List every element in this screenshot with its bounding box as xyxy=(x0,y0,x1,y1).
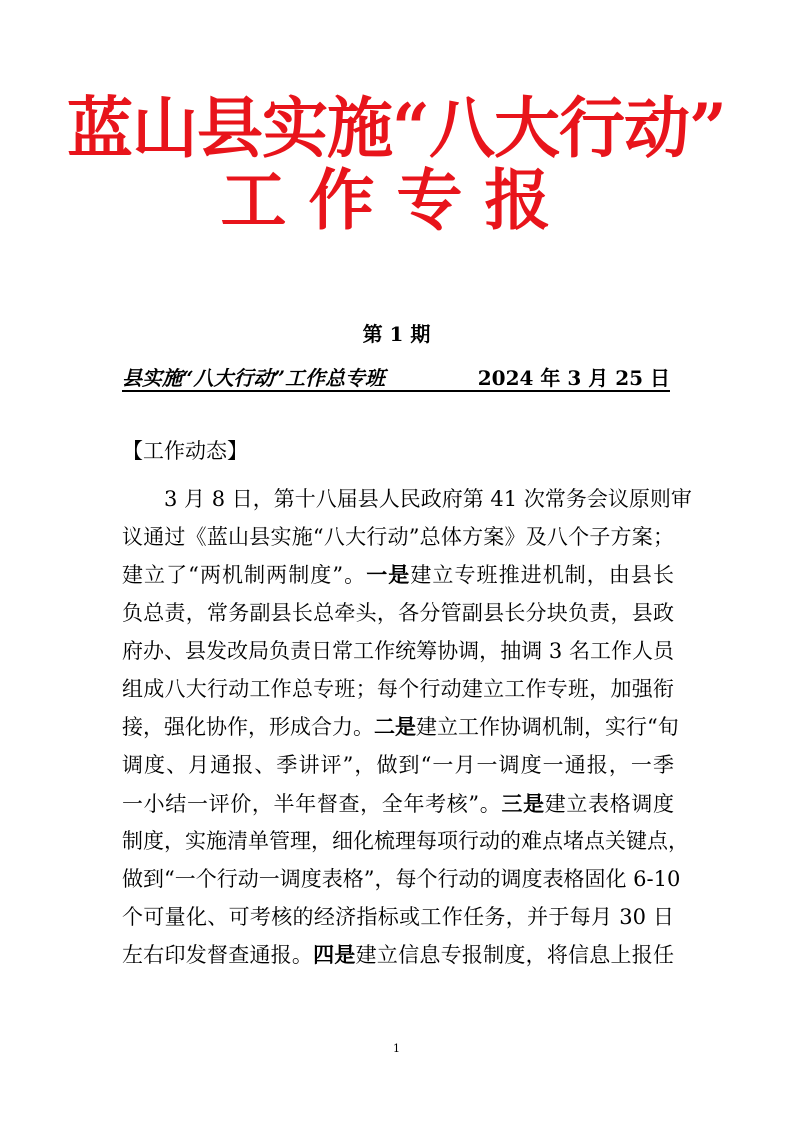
bold-term: 三是 xyxy=(501,790,545,816)
issuing-organization: 县实施“八大行动”工作总专班 xyxy=(122,366,386,390)
body-line xyxy=(122,785,674,824)
body-text: 建立工作协调机制，实行“旬 xyxy=(416,715,679,740)
body-line: 个可量化、可考核的经济指标或工作任务，并于每月 30 日 xyxy=(122,904,674,929)
bold-term: 二是 xyxy=(374,714,416,740)
body-text: 一小结一评价，半年督查，全年考核”。 xyxy=(122,791,502,816)
body-line: 组成八大行动工作总专班；每个行动建立工作专班，加强衔 xyxy=(122,676,674,701)
body-line xyxy=(122,936,674,975)
section-heading: 【工作动态】 xyxy=(122,439,248,463)
body-line: 调度、月通报、季讲评”，做到“一月一调度一通报，一季 xyxy=(122,752,674,777)
body-line: 制度，实施清单管理，细化梳理每项行动的难点堵点关键点， xyxy=(122,829,689,854)
bold-term: 四是 xyxy=(313,942,356,968)
body-line xyxy=(122,556,674,595)
bold-term: 一是 xyxy=(366,562,411,588)
body-text: 建立表格调度 xyxy=(544,791,675,816)
body-line: 府办、县发改局负责日常工作统筹协调，抽调 3 名工作人员 xyxy=(122,638,674,663)
body-line: 议通过《蓝山县实施“八大行动”总体方案》及八个子方案； xyxy=(122,524,674,549)
body-text: 建立专班推进机制，由县长 xyxy=(410,563,674,588)
body-line: 3 月 8 日，第十八届县人民政府第 41 次常务会议原则审 xyxy=(164,487,692,511)
page-number: 1 xyxy=(393,1042,400,1055)
body-text: 建立信息专报制度，将信息上报任 xyxy=(355,943,675,968)
report-title-line2: 工作专报 xyxy=(220,161,573,239)
body-text: 左右印发督查通报。 xyxy=(122,943,314,968)
body-line xyxy=(122,708,679,747)
issuer-date-bar xyxy=(122,360,670,392)
body-line: 负总责，常务副县长总牵头，各分管副县长分块负责，县政 xyxy=(122,601,674,626)
issue-number: 第 1 期 xyxy=(362,322,431,346)
report-title-line1: 蓝山县实施“八大行动” xyxy=(67,89,726,167)
body-paragraph xyxy=(122,481,692,975)
issue-date: 2024 年 3 月 25 日 xyxy=(477,366,670,390)
body-line: 做到“一个行动一调度表格”，每个行动的调度表格固化 6-10 xyxy=(122,867,681,892)
body-text: 建立了“两机制两制度”。 xyxy=(122,563,367,588)
body-text: 接，强化协作，形成合力。 xyxy=(122,715,374,740)
